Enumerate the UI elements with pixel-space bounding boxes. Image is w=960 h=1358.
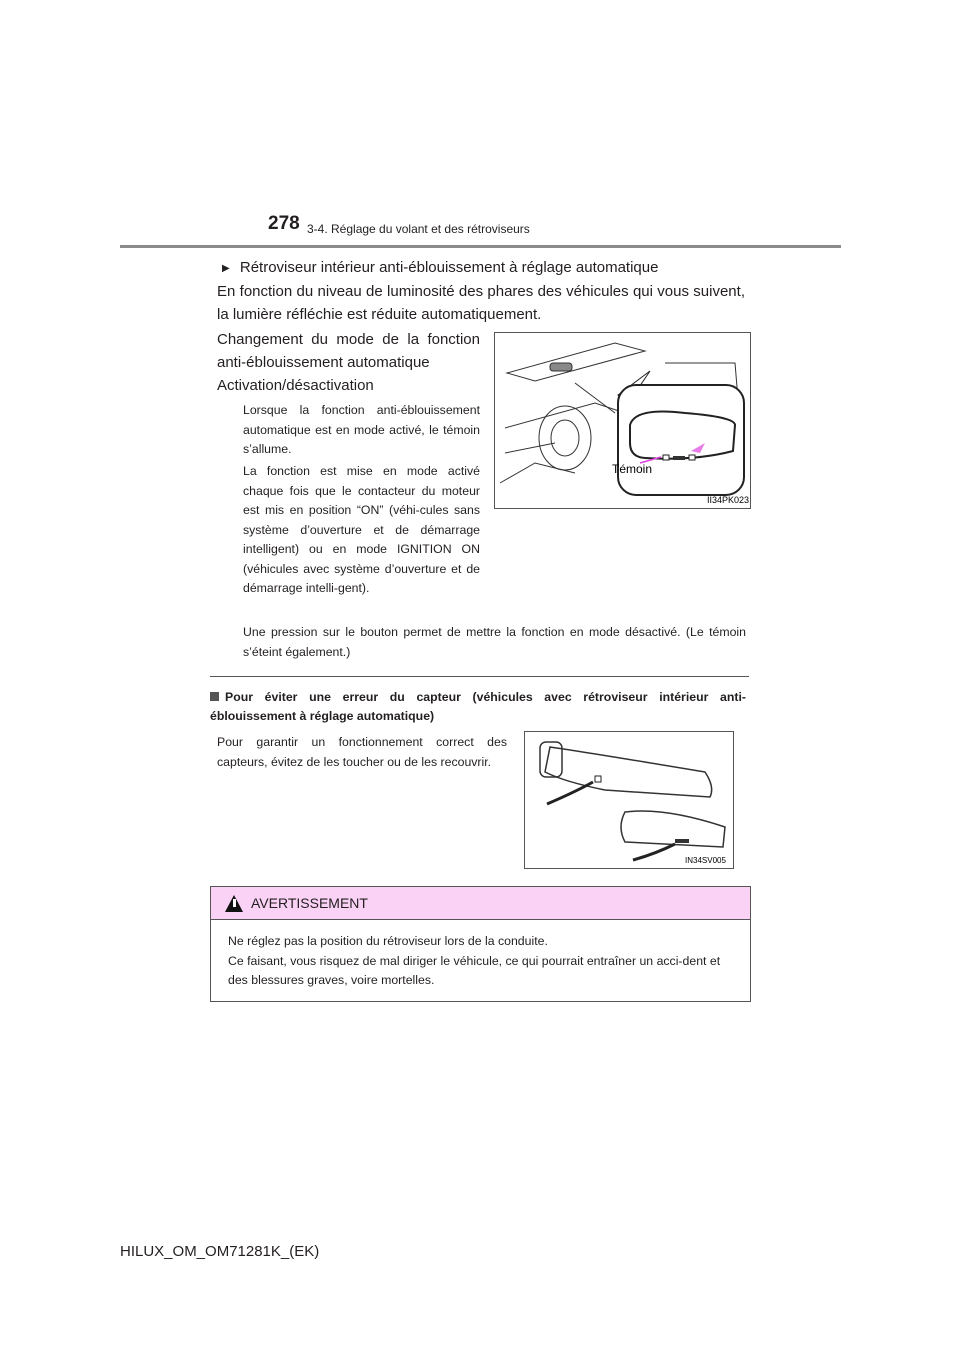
- indicator-label: Témoin: [612, 462, 653, 476]
- cockpit-illustration: [495, 333, 750, 508]
- intro-text: En fonction du niveau de luminosité des phares des véhicules qui vous suivent, la lumière réfléchie est réduite automatiquement.: [217, 283, 745, 323]
- activation-title: Activation/désactivation: [217, 377, 374, 394]
- warning-triangle-icon: [225, 895, 243, 912]
- header-rule: [120, 245, 841, 248]
- para-deactivation: Une pression sur le bouton permet de mettre la fonction en mode désactivé. (Le témoin s’éteint également.): [243, 625, 746, 659]
- note-heading: [210, 688, 746, 726]
- figure-code: IN34SV005: [685, 856, 726, 865]
- note-text: Pour garantir un fonctionnement correct des capteurs, évitez de les toucher ou de les recouvrir.: [217, 735, 507, 769]
- square-bullet-icon: [210, 692, 219, 701]
- warning-line: Ce faisant, vous risquez de mal diriger le véhicule, ce qui pourrait entraîner un acci-dent et des blessures graves, voire mortelles.: [228, 953, 721, 987]
- para-indicator: Lorsque la fonction anti-éblouissement automatique est en mode activé, le témoin s’allume.: [243, 403, 480, 456]
- figure-cockpit-mirror: [494, 332, 751, 509]
- triangle-bullet-icon: ▶: [222, 263, 230, 274]
- warning-header: [211, 887, 750, 920]
- divider: [210, 676, 749, 677]
- section-title: 3-4. Réglage du volant et des rétroviseurs: [307, 222, 530, 236]
- warning-body: [211, 920, 750, 991]
- figure-code: II34PK023: [707, 495, 750, 505]
- warning-line: Ne réglez pas la position du rétroviseur lors de la conduite.: [228, 934, 548, 948]
- page-number: 278: [268, 213, 300, 234]
- note-title: Pour éviter une erreur du capteur (véhicules avec rétroviseur intérieur anti-éblouissement à réglage automatique): [210, 690, 746, 723]
- warning-title: AVERTISSEMENT: [251, 895, 368, 911]
- warning-box: [210, 886, 751, 1002]
- mode-title: Changement du mode de la fonction anti-éblouissement automatique: [217, 331, 480, 371]
- subheading-text: Rétroviseur intérieur anti-éblouissement à réglage automatique: [239, 259, 659, 276]
- footer-code: HILUX_OM_OM71281K_(EK): [120, 1243, 320, 1260]
- para-activation: La fonction est mise en mode activé chaque fois que le contacteur du moteur est mis en position “ON” (véhi-cules sans système d’ouverture et de démarrage intelligent) ou en mode IGNITION ON (véhicules avec système d’ouverture et de démarrage intelli-gent).: [243, 464, 480, 595]
- mirror-sensors-illustration: [525, 732, 733, 868]
- figure-mirror-sensors: [524, 731, 734, 869]
- subheading: [222, 256, 658, 280]
